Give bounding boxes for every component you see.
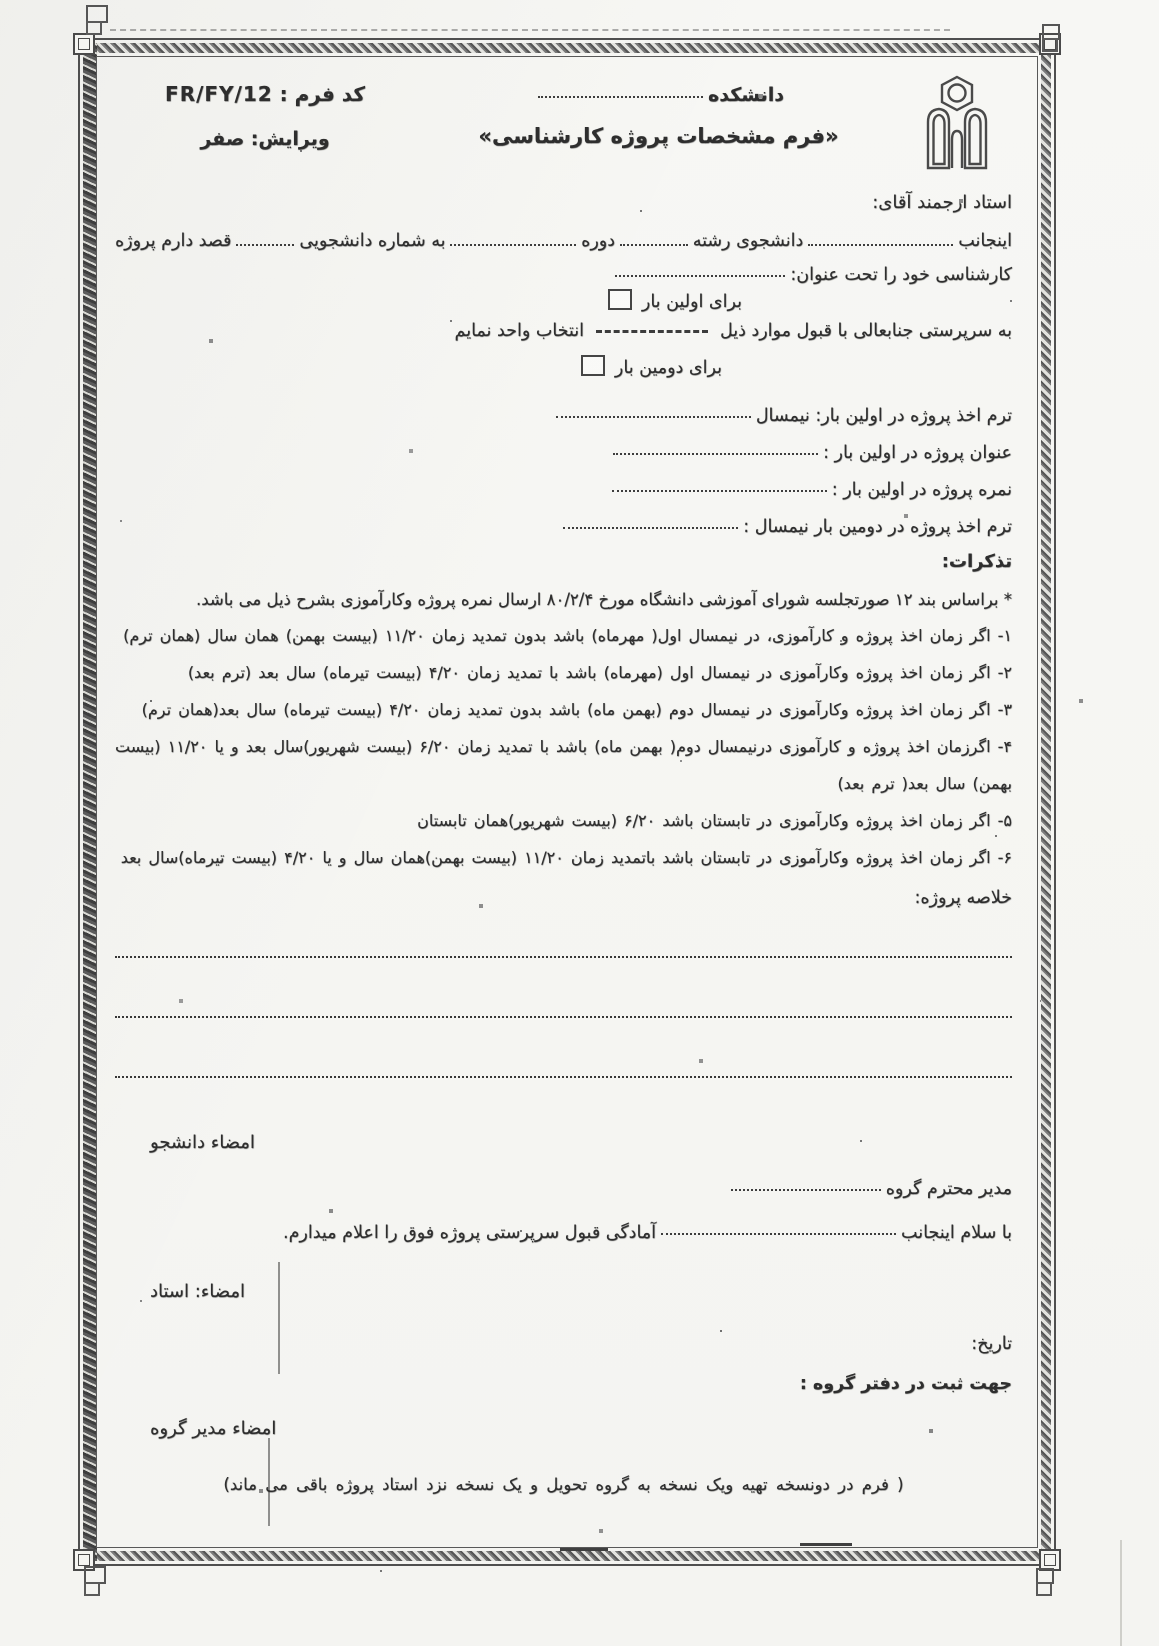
faculty-label: دانشکده: [708, 84, 784, 106]
summary-write-line[interactable]: [115, 1074, 1012, 1078]
field-label: ترم اخذ پروژه در اولین بار: نیمسال: [755, 406, 1012, 426]
form-heading: [415, 70, 902, 148]
term-second-field[interactable]: [563, 524, 738, 529]
second-time-option: [571, 355, 722, 378]
field-grade-first: [115, 480, 1012, 500]
first-time-checkbox[interactable]: [608, 289, 632, 310]
form-code: کد فرم : FR/FY/12: [165, 82, 365, 106]
student-signature-label: امضاء دانشجو: [150, 1132, 255, 1153]
university-logo-icon: [919, 74, 995, 178]
frame-corner-ornament: [73, 33, 95, 55]
student-intro-line: [115, 231, 1012, 251]
registration-mark: [1036, 1568, 1054, 1584]
page-title: «فرم مشخصات پروژه کارشناسی»: [478, 124, 839, 148]
director-address-line: [115, 1179, 1012, 1199]
supervision-text-left: انتخاب واحد نمایم: [454, 321, 584, 341]
form-edition: ویرایش: صفر: [200, 128, 330, 150]
first-time-option: [598, 289, 742, 312]
page-edge-shadow: [1120, 1540, 1122, 1646]
date-label: تاریخ:: [971, 1334, 1012, 1354]
note-item: ۱- اگر زمان اخذ پروژه و کارآموزی، در نیمسال اول( مهرماه) باشد بدون تمدید زمان ۱۱/۲۰ (بیست بهمن) همان سال (همان ترم): [123, 626, 1012, 645]
registration-label: جهت ثبت در دفتر گروه :: [799, 1374, 1012, 1394]
field-label: ترم اخذ پروژه در دومین بار نیمسال :: [743, 517, 1012, 537]
registration-mark: [84, 1566, 106, 1584]
footer-note: ( فرم در دونسخه تهیه ویک نسخه به گروه تحویل و یک نسخه نزد استاد پروژه باقی می ماند): [223, 1475, 904, 1494]
faculty-line: [415, 84, 902, 106]
underline-dash: [560, 1548, 608, 1551]
supervision-sentence: [455, 321, 1012, 341]
form-header: [115, 70, 1012, 178]
form-meta: [115, 70, 415, 150]
field-term-second: [115, 517, 1012, 537]
acceptance-line: [115, 1223, 1012, 1243]
student-number-field[interactable]: [236, 241, 294, 246]
field-label: نمره پروژه در اولین بار :: [831, 480, 1012, 500]
supervision-text-right: به سرپرستی جنابعالی با قبول موارد ذیل: [719, 321, 1012, 341]
summary-label: خلاصه پروژه:: [914, 888, 1012, 908]
project-title-line: [115, 265, 1012, 285]
field-term-first: [115, 406, 1012, 426]
intro-text: دوره: [581, 231, 616, 251]
summary-write-line[interactable]: [115, 954, 1012, 958]
notes-list: [115, 617, 1012, 876]
intro-text: به شماره دانشجویی: [299, 231, 446, 251]
supervision-block: [115, 289, 1012, 389]
form-content: [115, 70, 1012, 1494]
registration-mark: [1042, 24, 1060, 40]
acceptance-text-left: آمادگی قبول سرپرستی پروژه فوق را اعلام میدارم.: [283, 1223, 657, 1243]
field-label: عنوان پروژه در اولین بار :: [823, 443, 1012, 463]
summary-write-line[interactable]: [115, 1014, 1012, 1018]
program-field[interactable]: [450, 241, 576, 246]
title-first-field[interactable]: [613, 450, 818, 455]
scan-artifact-top-line: [110, 29, 950, 31]
director-signature-label: امضاء مدیر گروه: [150, 1418, 277, 1439]
note-item: ۵- اگر زمان اخذ پروژه وکارآموزی در تابستان باشد ۶/۲۰ (بیست شهریور)همان تابستان: [417, 811, 1012, 830]
grade-first-field[interactable]: [612, 487, 827, 492]
logo-wrap: [902, 70, 1012, 178]
faculty-blank-field[interactable]: [538, 93, 703, 98]
underline-dash: [800, 1543, 852, 1546]
term-first-field[interactable]: [556, 413, 751, 418]
project-title-label: کارشناسی خود را تحت عنوان:: [790, 265, 1012, 285]
project-title-field[interactable]: [615, 272, 785, 277]
registration-mark: [86, 5, 108, 23]
intro-text: دانشجوی رشته: [692, 231, 804, 251]
frame-band-bottom: [83, 1551, 1051, 1561]
student-name-field[interactable]: [808, 241, 953, 246]
professor-signature-label: امضاء: استاد: [150, 1281, 246, 1302]
second-time-label: برای دومین بار: [614, 358, 722, 378]
separator-line: [596, 330, 708, 333]
professor-name-field[interactable]: [661, 1230, 896, 1235]
salutation: استاد ارجمند آقای:: [872, 192, 1012, 213]
intro-text: اینجانب: [958, 231, 1012, 251]
acceptance-text-right: با سلام اینجانب: [901, 1223, 1012, 1243]
director-name-field[interactable]: [731, 1186, 881, 1191]
scan-noise: [0, 0, 2, 2]
director-label: مدیر محترم گروه: [885, 1179, 1012, 1199]
notes-heading: تذکرات:: [941, 551, 1012, 572]
second-time-checkbox[interactable]: [581, 355, 605, 376]
note-item: ۲- اگر زمان اخذ پروژه وکارآموزی در نیمسال اول (مهرماه) باشد با تمدید زمان ۴/۲۰ (بیست تیرماه) سال بعد (ترم بعد): [187, 663, 1012, 682]
note-item: ۳- اگر زمان اخذ پروژه وکارآموزی در نیمسال دوم (بهمن ماه) باشد بدون تمدید زمان ۴/۲۰ (بیست تیرماه) سال بعد(همان ترم): [141, 700, 1012, 719]
major-field[interactable]: [620, 241, 688, 246]
notes-intro: * براساس بند ۱۲ صورتجلسه شورای آموزشی دانشگاه مورخ ۸۰/۲/۴ ارسال نمره پروژه وکارآموزی بشرح ذیل می باشد.: [196, 590, 1012, 609]
note-item: ۶- اگر زمان اخذ پروژه وکارآموزی در تابستان باشد باتمدید زمان ۱۱/۲۰ (بیست بهمن)همان سال و یا ۴/۲۰ (بیست تیرماه)سال بعد: [120, 848, 1012, 867]
frame-band-right: [1041, 43, 1051, 1561]
frame-band-top: [83, 43, 1051, 53]
intro-text: قصد دارم پروژه: [115, 231, 232, 251]
first-time-label: برای اولین بار: [641, 292, 742, 312]
note-item: ۴- اگرزمان اخذ پروژه و کارآموزی درنیمسال دوم( بهمن ماه) باشد با تمدید زمان ۶/۲۰ (بیست شهریور)سال بعد و یا ۱۱/۲۰ (بیست بهمن) سال بعد( ترم بعد): [115, 737, 1013, 793]
field-title-first: [115, 443, 1012, 463]
frame-band-left: [83, 43, 97, 1561]
